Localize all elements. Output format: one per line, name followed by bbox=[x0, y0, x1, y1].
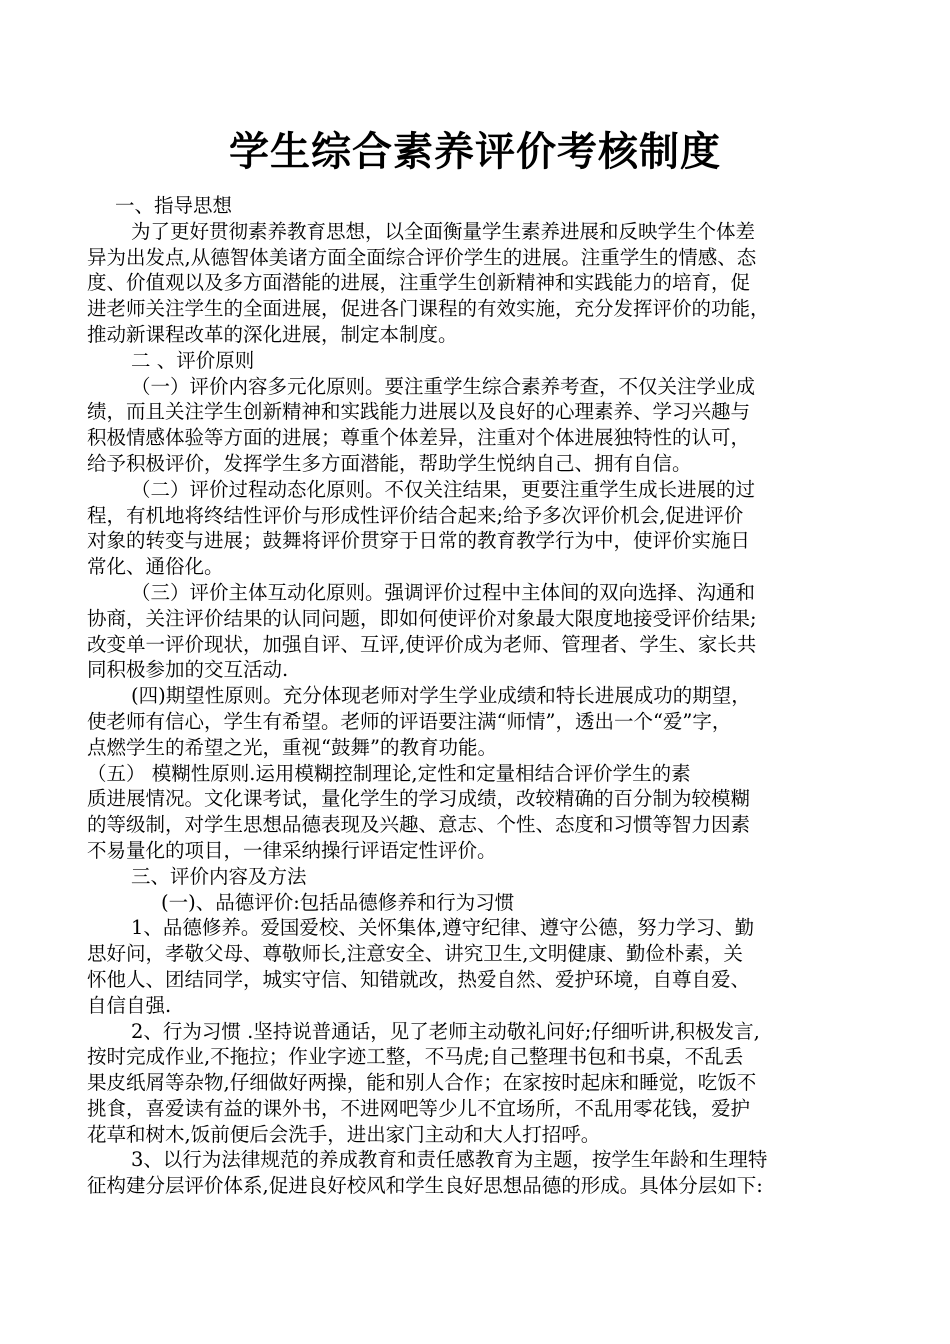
text-line: 度、价值观以及多方面潜能的进展，注重学生创新精神和实践能力的培育，促 bbox=[87, 271, 751, 295]
text-line: 按时完成作业,不拖拉；作业字迹工整，不马虎;自己整理书包和书桌，不乱丢 bbox=[87, 1045, 744, 1069]
text-line: 为了更好贯彻素养教育思想，以全面衡量学生素养进展和反映学生个体差 bbox=[131, 219, 756, 243]
text-line: 对象的转变与进展；鼓舞将评价贯穿于日常的教育教学行为中，使评价实施日 bbox=[87, 529, 751, 553]
document-title: 学生综合素养评价考核制度 bbox=[229, 129, 721, 175]
text-line: （五） 模糊性原则.运用模糊控制理论,定性和定量相结合评价学生的素 bbox=[87, 761, 691, 785]
text-line: 3、以行为法律规范的养成教育和责任感教育为主题，按学生年龄和生理特 bbox=[131, 1148, 768, 1172]
text-line: 给予积极评价，发挥学生多方面潜能，帮助学生悦纳自己、拥有自信。 bbox=[87, 451, 692, 475]
text-line: 挑食，喜爱读有益的课外书，不进网吧等少儿不宜场所，不乱用零花钱，爱护 bbox=[87, 1096, 751, 1120]
text-line: （二）评价过程动态化原则。不仅关注结果，更要注重学生成长进展的过 bbox=[131, 477, 756, 501]
text-line: 改变单一评价现状，加强自评、互评,使评价成为老师、管理者、学生、家长共 bbox=[87, 632, 757, 656]
text-line: 不易量化的项目，一律采纳操行评语定性评价。 bbox=[87, 838, 497, 862]
text-line: （一）评价内容多元化原则。要注重学生综合素养考查，不仅关注学业成 bbox=[131, 374, 756, 398]
text-line: (四)期望性原则。充分体现老师对学生学业成绩和特长进展成功的期望， bbox=[131, 684, 751, 708]
text-line: 绩，而且关注学生创新精神和实践能力进展以及良好的心理素养、学习兴趣与 bbox=[87, 400, 751, 424]
text-line: 自信自强. bbox=[87, 993, 172, 1017]
text-line: 2、行为习惯 .坚持说普通话，见了老师主动敬礼问好;仔细听讲,积极发言, bbox=[131, 1019, 760, 1043]
text-line: 常化、通俗化。 bbox=[87, 555, 224, 579]
text-line: 二 、评价原则 bbox=[131, 348, 255, 372]
text-line: 花草和树木,饭前便后会洗手，进出家门主动和大人打招呼。 bbox=[87, 1122, 601, 1146]
text-line: 的等级制，对学生思想品德表现及兴趣、意志、个性、态度和习惯等智力因素 bbox=[87, 813, 751, 837]
text-line: 点燃学生的希望之光，重视“鼓舞”的教育功能。 bbox=[87, 735, 497, 759]
text-line: 一、指导思想 bbox=[115, 194, 233, 217]
text-line: 协商，关注评价结果的认同问题，即如何使评价对象最大限度地接受评价结果; bbox=[87, 606, 757, 630]
text-line: 程，有机地将终结性评价与形成性评价结合起来;给予多次评价机会,促进评价 bbox=[87, 503, 744, 527]
text-line: 同积极参加的交互活动. bbox=[87, 658, 289, 682]
text-line: 异为出发点,从德智体美诸方面全面综合评价学生的进展。注重学生的情感、态 bbox=[87, 245, 757, 269]
text-line: 1、品德修养。爱国爱校、关怀集体,遵守纪律、遵守公德，努力学习、勤 bbox=[131, 916, 755, 940]
text-line: 使老师有信心，学生有希望。老师的评语要注满“师情”，透出一个“爱”字， bbox=[87, 709, 732, 733]
text-line: (一)、品德评价:包括品德修养和行为习惯 bbox=[161, 890, 515, 914]
text-line: 思好问，孝敬父母、尊敬师长,注意安全、讲究卫生,文明健康、勤俭朴素，关 bbox=[87, 942, 743, 966]
text-line: 质进展情况。文化课考试，量化学生的学习成绩，改较精确的百分制为较模糊 bbox=[87, 787, 751, 811]
text-line: 征构建分层评价体系,促进良好校风和学生良好思想品德的形成。具体分层如下: bbox=[87, 1174, 763, 1198]
document-body bbox=[87, 193, 877, 1199]
text-line: 积极情感体验等方面的进展；尊重个体差异，注重对个体进展独特性的认可， bbox=[87, 426, 751, 450]
text-line: 推动新课程改革的深化进展，制定本制度。 bbox=[87, 322, 458, 346]
text-line: 怀他人、团结同学，城实守信、知错就改，热爱自然、爱护环境，自尊自爱、 bbox=[87, 967, 751, 991]
text-line: 果皮纸屑等杂物,仔细做好两操，能和别人合作；在家按时起床和睡觉，吃饭不 bbox=[87, 1071, 757, 1095]
text-line: 进老师关注学生的全面进展，促进各门课程的有效实施，充分发挥评价的功能， bbox=[87, 297, 770, 321]
text-line: （三）评价主体互动化原则。强调评价过程中主体间的双向选择、沟通和 bbox=[131, 580, 756, 604]
text-line: 三、评价内容及方法 bbox=[131, 864, 307, 888]
